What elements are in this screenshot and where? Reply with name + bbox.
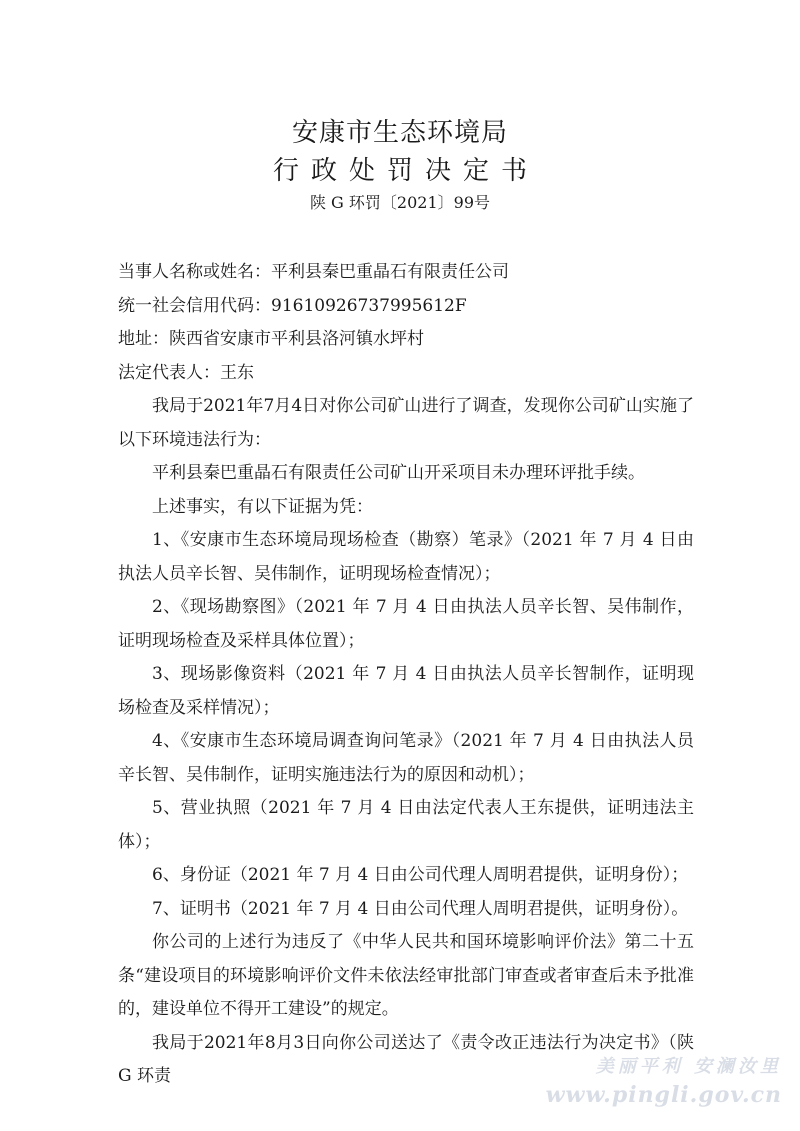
- evidence-item-6: 6、身份证（2021 年 7 月 4 日由公司代理人周明君提供，证明身份）；: [152, 865, 689, 885]
- agency-title: 安康市生态环境局: [291, 118, 508, 148]
- delivery-paragraph: 我局于2021年8月3日向你公司送达了《责令改正违法行为决定书》（陕 G 环责: [118, 1032, 694, 1086]
- party-name-line: 当事人名称或姓名：平利县秦巴重晶石有限责任公司: [118, 262, 509, 282]
- document-type-title: 行政处罚决定书: [272, 156, 539, 186]
- legal-representative-line: 法定代表人：王东: [118, 362, 254, 383]
- evidence-item-3: 3、现场影像资料（2021 年 7 月 4 日由执法人员辛长智制作，证明现场检查及采样情况）；: [118, 664, 694, 718]
- document-number: 陕 G 环罚〔2021〕99号: [309, 193, 491, 212]
- violation-paragraph: 平利县秦巴重晶石有限责任公司矿山开采项目未办理环评批手续。: [152, 463, 645, 483]
- document-body: [118, 256, 694, 1094]
- evidence-item-5: 5、营业执照（2021 年 7 月 4 日由法定代表人王东提供，证明违法主体）；: [118, 798, 694, 852]
- evidence-item-1: 1、《安康市生态环境局现场检查（勘察）笔录》（2021 年 7 月 4 日由执法人员辛长智、吴伟制作，证明现场检查情况）；: [118, 530, 694, 584]
- evidence-item-4: 4、《安康市生态环境局调查询问笔录》（2021 年 7 月 4 日由执法人员辛长智、吴伟制作，证明实施违法行为的原因和动机）；: [118, 731, 694, 785]
- watermark-slogan: 美丽平利 安澜汝里: [595, 1056, 782, 1077]
- address-line: 地址：陕西省安康市平利县洛河镇水坪村: [118, 329, 424, 349]
- watermark-url: www.pingli.gov.cn: [545, 1082, 782, 1108]
- website-watermark: [546, 1053, 782, 1109]
- legal-violation-paragraph: 你公司的上述行为违反了《中华人民共和国环境影响评价法》第二十五条“建设项目的环境影响评价文件未依法经审批部门审查或者审查后未予批准的，建设单位不得开工建设”的规定。: [118, 932, 694, 1019]
- investigation-paragraph: 我局于2021年7月4日对你公司矿山进行了调查，发现你公司矿山实施了以下环境违法行为：: [118, 396, 694, 450]
- evidence-item-7: 7、证明书（2021 年 7 月 4 日由公司代理人周明君提供，证明身份）。: [152, 898, 689, 919]
- evidence-item-2: 2、《现场勘察图》（2021 年 7 月 4 日由执法人员辛长智、吴伟制作，证明现场检查及采样具体位置）；: [118, 597, 694, 651]
- evidence-intro-paragraph: 上述事实，有以下证据为凭：: [152, 496, 373, 517]
- credit-code-line: 统一社会信用代码：91610926737995612F: [118, 295, 467, 316]
